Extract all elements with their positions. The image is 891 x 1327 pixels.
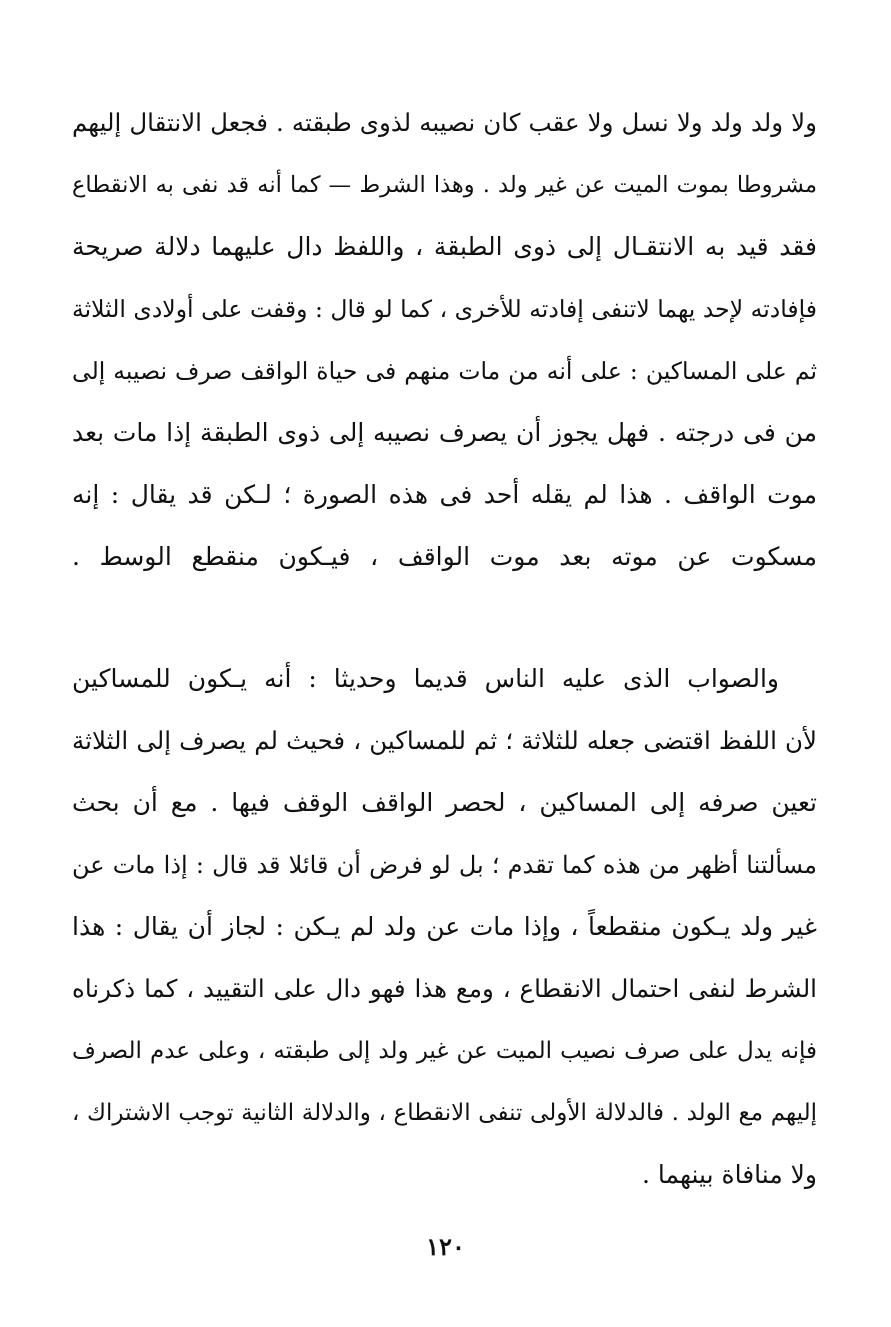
text-line: الشرط لنفى احتمال الانقطاع ، ومع هذا فهو دال على التقييد ، كما ذكرناه bbox=[72, 974, 817, 1003]
text-line: لأن اللفظ اقتضى جعله للثلاثة ؛ ثم للمساكين ، فحيث لم يصرف إلى الثلاثة bbox=[72, 726, 817, 755]
text-line: فإفادته لإحد يهما لاتنفى إفادته للأخرى ، كما لو قال : وقفت على أولادى الثلاثة bbox=[72, 295, 817, 323]
text-line: فإنه يدل على صرف نصيب الميت عن غير ولد إلى طبقته ، وعلى عدم الصرف bbox=[72, 1038, 817, 1064]
text-line: مشروطا بموت الميت عن غير ولد . وهذا الشرط — كما أنه قد نفى به الانقطاع bbox=[72, 172, 817, 198]
text-line: موت الواقف . هذا لم يقله أحد فى هذه الصورة ؛ لـكن قد يقال : إنه bbox=[72, 480, 817, 509]
text-line: مسألتنا أظهر من هذه كما تقدم ؛ بل لو فرض أن قائلا قد قال : إذا مات عن bbox=[72, 851, 817, 879]
text-line: والصواب الذى عليه الناس قديما وحديثا : أنه يـكون للمساكين bbox=[72, 664, 779, 693]
text-line: ثم على المساكين : على أنه من مات منهم فى حياة الواقف صرف نصيبه إلى bbox=[72, 357, 817, 385]
text-line: فقد قيد به الانتقـال إلى ذوى الطبقة ، واللفظ دال عليهما دلالة صريحة bbox=[72, 232, 817, 261]
text-line: إليهم مع الولد . فالدلالة الأولى تنفى الانقطاع ، والدلالة الثانية توجب الاشتراك ، bbox=[72, 1100, 817, 1126]
paragraph-1 bbox=[72, 92, 817, 588]
text-line: ولا ولد ولد ولا نسل ولا عقب كان نصيبه لذوى طبقته . فجعل الانتقال إليهم bbox=[72, 108, 817, 137]
page-number: ١٢٠ bbox=[426, 1232, 465, 1261]
text-line: من فى درجته . فهل يجوز أن يصرف نصيبه إلى ذوى الطبقة إذا مات بعد bbox=[72, 418, 817, 447]
text-line: مسكوت عن موته بعد موت الواقف ، فيـكون منقطع الوسط . bbox=[72, 542, 817, 571]
paragraph-2 bbox=[72, 648, 817, 1206]
text-line: تعين صرفه إلى المساكين ، لحصر الواقف الوقف فيها . مع أن بحث bbox=[72, 788, 817, 817]
text-line: غير ولد يـكون منقطعاً ، وإذا مات عن ولد لم يـكن : لجاز أن يقال : هذا bbox=[72, 912, 817, 941]
text-line: ولا منافاة بينهما . bbox=[642, 1160, 817, 1189]
